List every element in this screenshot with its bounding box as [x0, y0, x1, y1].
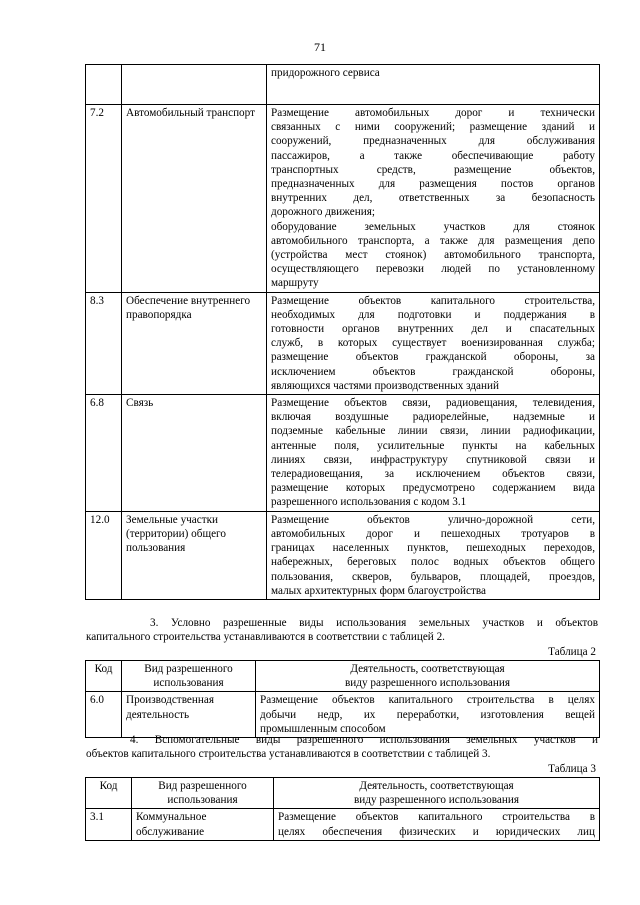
code-cell: 8.3	[86, 292, 122, 394]
description-line: промышленным способом	[260, 722, 386, 735]
description-line: пассажиров, а также обеспечивающие работу	[271, 149, 595, 162]
code-cell: 6.0	[86, 692, 122, 738]
auxiliary-use-table	[85, 777, 600, 841]
use-name-cell: Земельные участки (территории) общего пользования	[122, 511, 267, 599]
description-line: оборудование земельных участков для стоянок	[271, 220, 595, 233]
table-row	[86, 65, 600, 105]
code-cell: 6.8	[86, 395, 122, 512]
description-line: набережных, береговых полос водных объектов общего	[271, 556, 595, 569]
description-line: предназначенных для размещения постов органов	[271, 178, 595, 191]
description-cell	[267, 395, 600, 512]
header-line: виду разрешенного использования	[345, 677, 510, 690]
table-row	[86, 105, 600, 293]
header-line: использования	[153, 677, 224, 690]
use-name-cell	[122, 65, 267, 105]
description-line: сооружений, предназначенных для обслуживания	[271, 135, 595, 148]
table-2-label: Таблица 2	[548, 646, 596, 658]
use-name-cell: Производственная деятельность	[122, 692, 256, 738]
header-line: Деятельность, соответствующая	[350, 663, 505, 675]
table-row	[86, 511, 600, 599]
description-line: размещение которых предусмотрено содержанием вида	[271, 482, 595, 495]
paragraph-4-line: 4. Вспомогательные виды разрешенного использования земельных участков и	[130, 734, 598, 746]
description-line: целях обеспечения физических и юридических лиц	[278, 825, 595, 838]
code-cell: 12.0	[86, 511, 122, 599]
paragraph-3-line: капитального строительства устанавливаются в соответствии с таблицей 2.	[86, 631, 445, 644]
description-line: исключением объектов гражданской обороны,	[271, 365, 595, 378]
description-line: Размещение объектов связи, радиовещания, телевидения,	[271, 397, 595, 410]
conditional-use-table	[85, 660, 600, 738]
description-line: Размещение автомобильных дорог и технически	[271, 107, 595, 119]
table-row	[86, 692, 600, 738]
description-line: добычи недр, их переработки, изготовления вещей	[260, 708, 595, 721]
header-line: Деятельность, соответствующая	[359, 780, 514, 792]
table-3-label: Таблица 3	[548, 763, 596, 775]
description-line: размещение объектов гражданской обороны, за	[271, 351, 595, 364]
table-row	[86, 395, 600, 512]
header-cell	[274, 778, 600, 809]
description-line: маршруту	[271, 277, 319, 290]
table-row	[86, 809, 600, 840]
description-line: Размещение объектов капитального строительства в целях	[260, 694, 595, 707]
header-line: Код	[99, 780, 118, 792]
land-use-table-continuation	[85, 64, 600, 600]
description-line: осуществляющего перевозки людей по установленному	[271, 263, 595, 276]
header-line: Вид разрешенного	[158, 780, 247, 792]
description-cell	[267, 292, 600, 394]
code-cell: 3.1	[86, 809, 132, 840]
paragraph-4	[86, 733, 598, 761]
table-header-row	[86, 661, 600, 692]
paragraph-3	[86, 616, 598, 644]
description-line: включая воздушные радиорелейные, надземные и	[271, 411, 595, 424]
description-line: дорожного движения;	[271, 206, 375, 219]
description-line: придорожного сервиса	[271, 67, 380, 79]
description-line: автомобильных дорог и пешеходных тротуаров в	[271, 527, 595, 540]
description-cell	[267, 511, 600, 599]
description-cell	[274, 809, 600, 840]
description-cell	[256, 692, 600, 738]
description-line: автомобильного транспорта, а также для размещения депо	[271, 234, 595, 247]
table-header-row	[86, 778, 600, 809]
description-line: пользования, скверов, бульваров, площадей, проездов,	[271, 570, 595, 583]
header-line: виду разрешенного использования	[354, 794, 519, 807]
table-row	[86, 292, 600, 394]
use-name-cell: Связь	[122, 395, 267, 512]
description-line: Размещение объектов капитального строительства в	[278, 811, 595, 824]
code-cell	[86, 65, 122, 105]
description-line: транспортных средств, размещение объектов,	[271, 163, 595, 176]
description-line: границах населенных пунктов, пешеходных переходов,	[271, 542, 595, 555]
page-number: 71	[314, 40, 326, 54]
description-line: являющихся частями производственных зданий	[271, 379, 499, 392]
description-line: Размещение объектов капитального строительства,	[271, 294, 595, 307]
header-line: Вид разрешенного	[144, 663, 233, 675]
header-cell	[122, 661, 256, 692]
description-line: подземные кабельные линии связи, линии радиофикации,	[271, 425, 595, 438]
header-cell	[256, 661, 600, 692]
header-cell	[86, 661, 122, 692]
use-name-cell: Автомобильный транспорт	[122, 105, 267, 293]
description-line: Размещение объектов улично-дорожной сети,	[271, 513, 595, 526]
description-line: необходимых для подготовки и поддержания в	[271, 308, 595, 321]
description-line: разрешенного использования с кодом 3.1	[271, 496, 467, 509]
description-line: линиях связи, инфраструктуру спутниковой связи и	[271, 453, 595, 466]
code-cell: 7.2	[86, 105, 122, 293]
description-cell	[267, 105, 600, 293]
description-line: (устройства мест стоянок) автомобильного транспорта,	[271, 249, 595, 262]
header-cell	[132, 778, 274, 809]
description-line: малых архитектурных форм благоустройства	[271, 584, 486, 597]
description-line: связанных с ними сооружений; размещение зданий и	[271, 121, 595, 134]
header-line: использования	[167, 794, 238, 807]
description-line: готовности органов внутренних дел и спасательных	[271, 323, 595, 336]
description-line: служб, в которых существует военизированная служба;	[271, 337, 595, 350]
header-line: Код	[94, 663, 113, 675]
description-line: телерадиовещания, за исключением объектов связи,	[271, 468, 595, 481]
use-name-cell: Обеспечение внутреннего правопорядка	[122, 292, 267, 394]
paragraph-4-line: объектов капитального строительства устанавливаются в соответствии с таблицей 3.	[86, 748, 491, 761]
description-line: антенные поля, усилительные пункты на кабельных	[271, 439, 595, 452]
use-name-cell: Коммунальное обслуживание	[132, 809, 274, 840]
header-cell	[86, 778, 132, 809]
description-line: внутренних дел, ответственных за безопасность	[271, 192, 595, 205]
paragraph-3-line: 3. Условно разрешенные виды использования земельных участков и объектов	[150, 617, 598, 629]
description-cell	[267, 65, 600, 105]
